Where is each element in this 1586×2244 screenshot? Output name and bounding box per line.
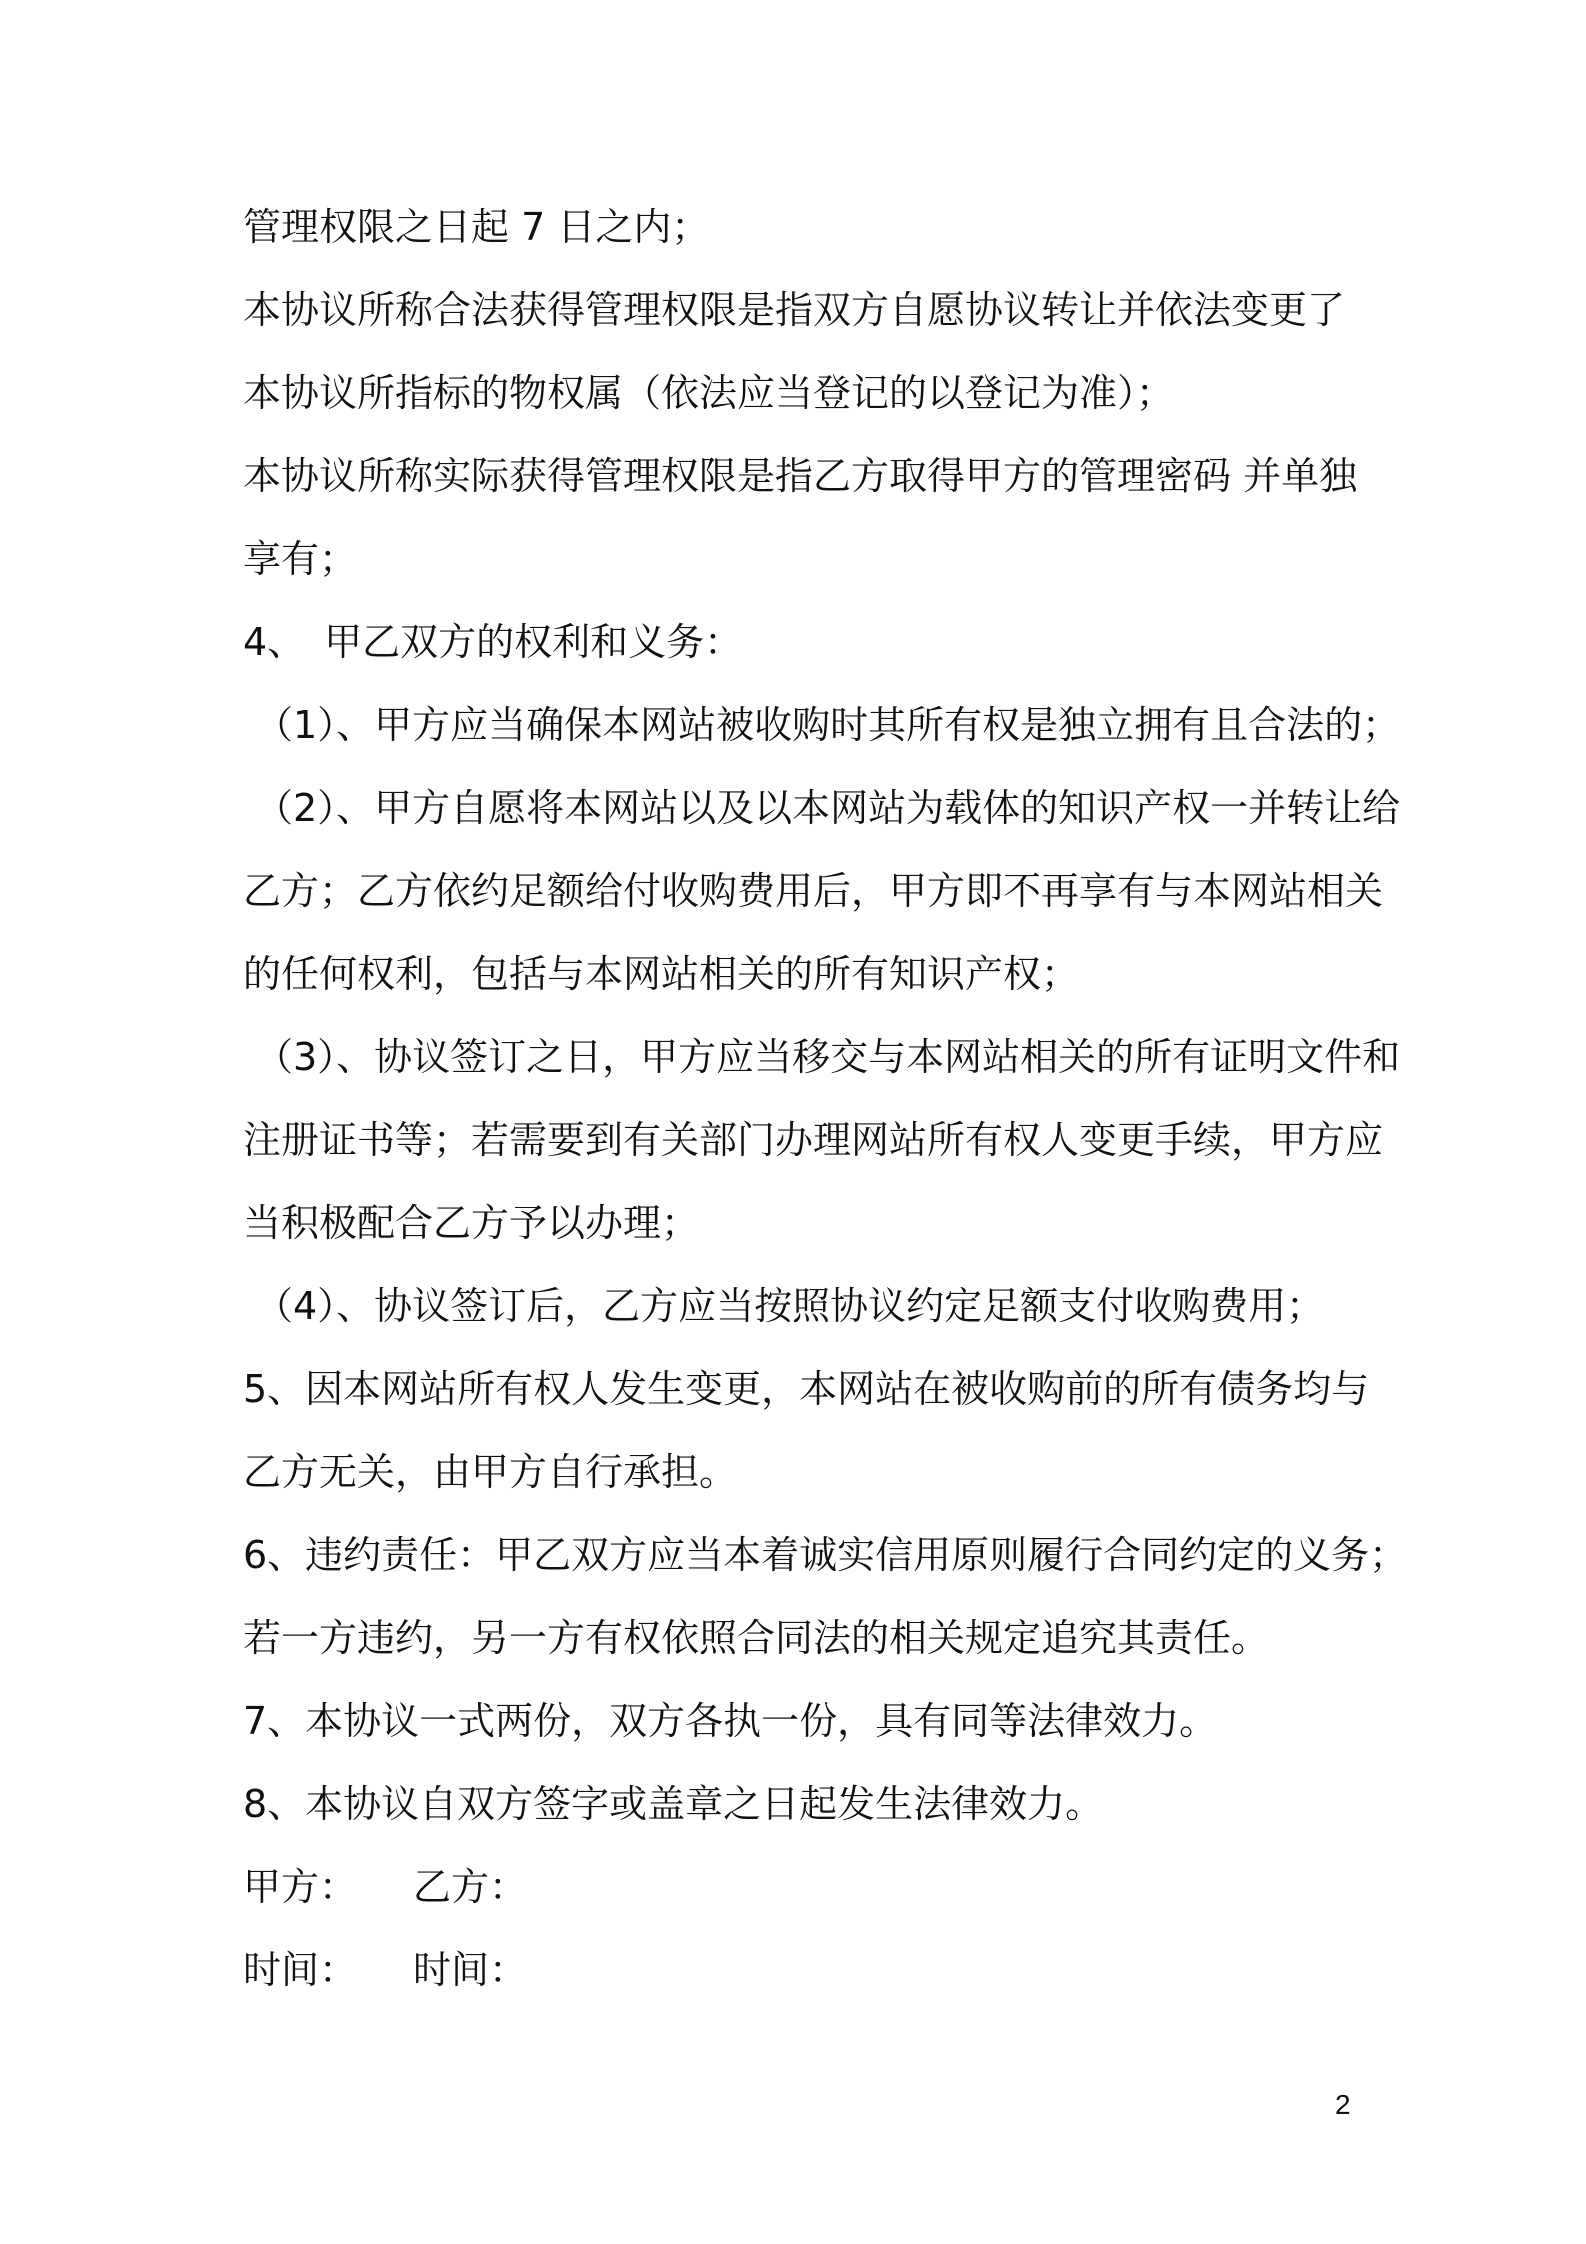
paragraph-line: 若一方违约，另一方有权依照合同法的相关规定追究其责任。 [243, 1616, 1270, 1660]
list-item: （2）、甲方自愿将本网站以及以本网站为载体的知识产权一并转让给 [255, 786, 1401, 830]
party-a-time-label: 时间： [243, 1948, 358, 1992]
paragraph-line: 本协议所指标的物权属（依法应当登记的以登记为准）； [243, 371, 1175, 415]
paragraph-line: 本协议所称合法获得管理权限是指双方自愿协议转让并依法变更了 [243, 288, 1346, 332]
paragraph-line: 5、因本网站所有权人发生变更，本网站在被收购前的所有债务均与 [243, 1367, 1370, 1411]
party-b-time-label: 时间： [413, 1948, 528, 1992]
page-number: 2 [1335, 2089, 1351, 2120]
list-item: （1）、甲方应当确保本网站被收购时其所有权是独立拥有且合法的； [255, 703, 1401, 747]
party-a-signature-label: 甲方： [243, 1865, 358, 1909]
paragraph-line: 管理权限之日起 7 日之内； [243, 205, 710, 249]
list-item: （4）、协议签订后，乙方应当按照协议约定足额支付收购费用； [255, 1284, 1325, 1328]
party-b-signature-label: 乙方： [413, 1865, 528, 1909]
paragraph-line: 本协议所称实际获得管理权限是指乙方取得甲方的管理密码 并单独 [243, 454, 1358, 498]
paragraph-line: 注册证书等；若需要到有关部门办理网站所有权人变更手续，甲方应 [243, 1118, 1384, 1162]
paragraph-line: 的任何权利，包括与本网站相关的所有知识产权； [243, 952, 1080, 996]
paragraph-line: 当积极配合乙方予以办理； [243, 1201, 700, 1245]
paragraph-line: 8、本协议自双方签字或盖章之日起发生法律效力。 [243, 1782, 1104, 1826]
paragraph-line: 享有； [243, 537, 358, 581]
paragraph-line: 7、本协议一式两份，双方各执一份，具有同等法律效力。 [243, 1699, 1218, 1743]
paragraph-line: 乙方；乙方依约足额给付收购费用后，甲方即不再享有与本网站相关 [243, 869, 1384, 913]
list-item: （3）、协议签订之日，甲方应当移交与本网站相关的所有证明文件和 [255, 1035, 1401, 1079]
section-heading: 4、 甲乙双方的权利和义务： [243, 620, 743, 664]
paragraph-line: 乙方无关，由甲方自行承担。 [243, 1450, 738, 1494]
paragraph-line: 6、违约责任：甲乙双方应当本着诚实信用原则履行合同约定的义务； [243, 1533, 1408, 1577]
